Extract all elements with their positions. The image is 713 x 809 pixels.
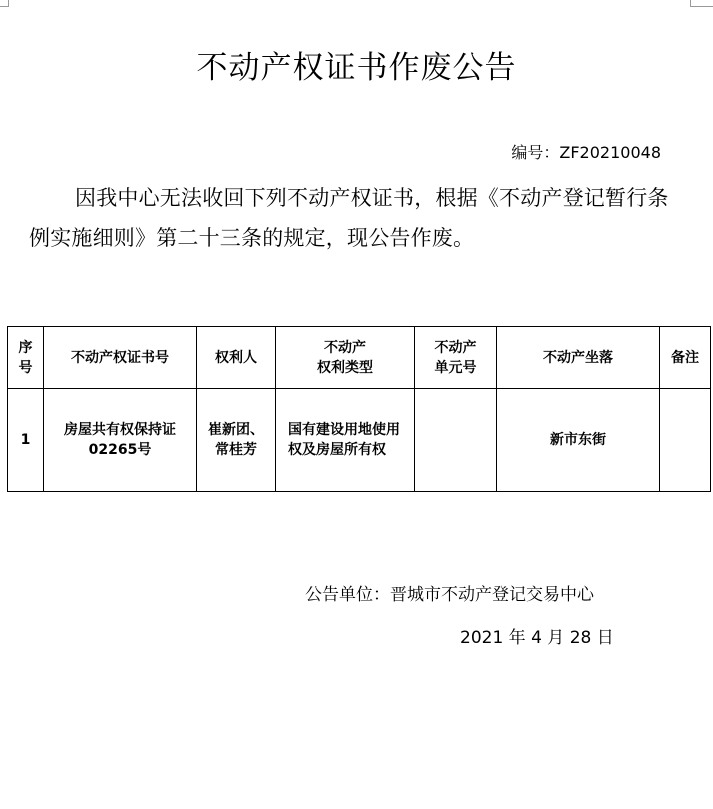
header-location: 不动产坐落 xyxy=(497,327,660,389)
certificate-table xyxy=(7,326,711,492)
header-remark: 备注 xyxy=(660,327,711,389)
cell-index: 1 xyxy=(8,389,44,492)
document-number: 编号：ZF20210048 xyxy=(511,143,661,162)
header-unit-no: 不动产 单元号 xyxy=(415,327,497,389)
header-owner: 权利人 xyxy=(197,327,276,389)
table-header-row xyxy=(8,327,711,389)
document-body: 因我中心无法收回下列不动产权证书，根据《不动产登记暂行条例实施细则》第二十三条的规定，现公告作废。 xyxy=(29,186,669,250)
table-row xyxy=(8,389,711,492)
cell-location: 新市东街 xyxy=(497,389,660,492)
announcement-date: 2021 年 4 月 28 日 xyxy=(460,628,614,648)
cell-right-type: 国有建设用地使用权及房屋所有权 xyxy=(276,389,415,492)
cell-remark xyxy=(660,389,711,492)
announcing-unit: 公告单位：晋城市不动产登记交易中心 xyxy=(305,585,594,605)
cell-unit-no xyxy=(415,389,497,492)
page-corner-mark-left xyxy=(0,0,9,7)
header-right-type: 不动产 权利类型 xyxy=(276,327,415,389)
page-corner-mark-right xyxy=(690,0,713,7)
header-index: 序 号 xyxy=(8,327,44,389)
document-title: 不动产权证书作废公告 xyxy=(196,50,517,86)
cell-cert-no: 房屋共有权保持证 02265号 xyxy=(44,389,197,492)
cell-owner: 崔新团、 常桂芳 xyxy=(197,389,276,492)
header-cert-no: 不动产权证书号 xyxy=(44,327,197,389)
